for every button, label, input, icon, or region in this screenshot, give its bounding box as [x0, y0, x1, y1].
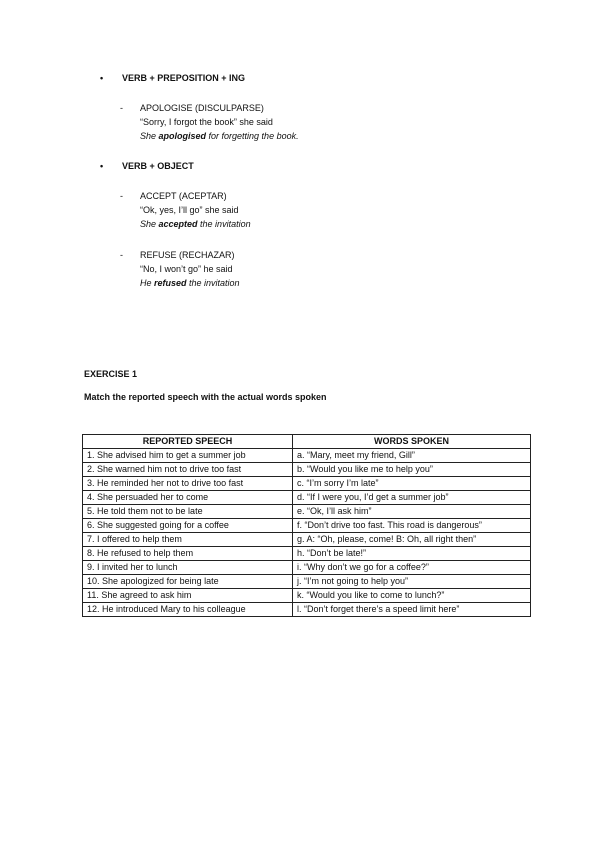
- table-row: [83, 575, 531, 589]
- reported-speech-cell: 7. I offered to help them: [83, 533, 293, 547]
- reported-speech-cell: 9. I invited her to lunch: [83, 561, 293, 575]
- words-spoken-cell: k. “Would you like to come to lunch?”: [293, 589, 531, 603]
- table-row: [83, 477, 531, 491]
- reported-speech-cell: 5. He told them not to be late: [83, 505, 293, 519]
- words-spoken-cell: c. “I’m sorry I’m late”: [293, 477, 531, 491]
- quote-line: “Sorry, I forgot the book” she said: [140, 117, 273, 127]
- heading-text: VERB + OBJECT: [122, 161, 194, 171]
- verb-label: APOLOGISE (DISCULPARSE): [140, 103, 264, 113]
- table-row: [83, 491, 531, 505]
- dash-marker: -: [120, 103, 123, 113]
- table-row: [83, 449, 531, 463]
- words-spoken-cell: f. “Don’t drive too fast. This road is dangerous”: [293, 519, 531, 533]
- matching-table: [82, 434, 531, 617]
- table-header-row: [83, 435, 531, 449]
- verb-label: ACCEPT (ACEPTAR): [140, 191, 227, 201]
- table-row: [83, 519, 531, 533]
- table-row: [83, 533, 531, 547]
- exercise-instruction: Match the reported speech with the actual words spoken: [84, 392, 327, 402]
- reported-speech-cell: 1. She advised him to get a summer job: [83, 449, 293, 463]
- dash-marker: -: [120, 250, 123, 260]
- table-row: [83, 561, 531, 575]
- reported-speech-cell: 2. She warned him not to drive too fast: [83, 463, 293, 477]
- reported-speech-cell: 10. She apologized for being late: [83, 575, 293, 589]
- quote-line: “Ok, yes, I’ll go” she said: [140, 205, 239, 215]
- reported-speech-cell: 4. She persuaded her to come: [83, 491, 293, 505]
- reported-speech-cell: 12. He introduced Mary to his colleague: [83, 603, 293, 617]
- words-spoken-cell: b. “Would you like me to help you”: [293, 463, 531, 477]
- table-row: [83, 589, 531, 603]
- table-row: [83, 505, 531, 519]
- bullet-icon: •: [100, 73, 104, 83]
- example-sentence: She accepted the invitation: [140, 219, 251, 229]
- reported-speech-cell: 11. She agreed to ask him: [83, 589, 293, 603]
- words-spoken-cell: j. “I’m not going to help you”: [293, 575, 531, 589]
- words-spoken-cell: h. “Don’t be late!”: [293, 547, 531, 561]
- verb-label: REFUSE (RECHAZAR): [140, 250, 235, 260]
- reported-speech-cell: 6. She suggested going for a coffee: [83, 519, 293, 533]
- words-spoken-cell: d. “If I were you, I’d get a summer job”: [293, 491, 531, 505]
- bullet-icon: •: [100, 161, 104, 171]
- table-row: [83, 547, 531, 561]
- words-spoken-cell: a. “Mary, meet my friend, Gill”: [293, 449, 531, 463]
- dash-marker: -: [120, 191, 123, 201]
- words-spoken-cell: e. “Ok, I’ll ask him”: [293, 505, 531, 519]
- reported-speech-cell: 8. He refused to help them: [83, 547, 293, 561]
- table-row: [83, 463, 531, 477]
- table-row: [83, 603, 531, 617]
- column-header-words-spoken: WORDS SPOKEN: [293, 435, 531, 449]
- words-spoken-cell: l. “Don’t forget there’s a speed limit here”: [293, 603, 531, 617]
- example-sentence: He refused the invitation: [140, 278, 240, 288]
- reported-speech-cell: 3. He reminded her not to drive too fast: [83, 477, 293, 491]
- example-sentence: She apologised for forgetting the book.: [140, 131, 299, 141]
- words-spoken-cell: g. A: “Oh, please, come! B: Oh, all right then”: [293, 533, 531, 547]
- words-spoken-cell: i. “Why don’t we go for a coffee?”: [293, 561, 531, 575]
- column-header-reported-speech: REPORTED SPEECH: [83, 435, 293, 449]
- heading-text: VERB + PREPOSITION + ING: [122, 73, 246, 83]
- quote-line: “No, I won’t go” he said: [140, 264, 233, 274]
- exercise-title: EXERCISE 1: [84, 369, 138, 379]
